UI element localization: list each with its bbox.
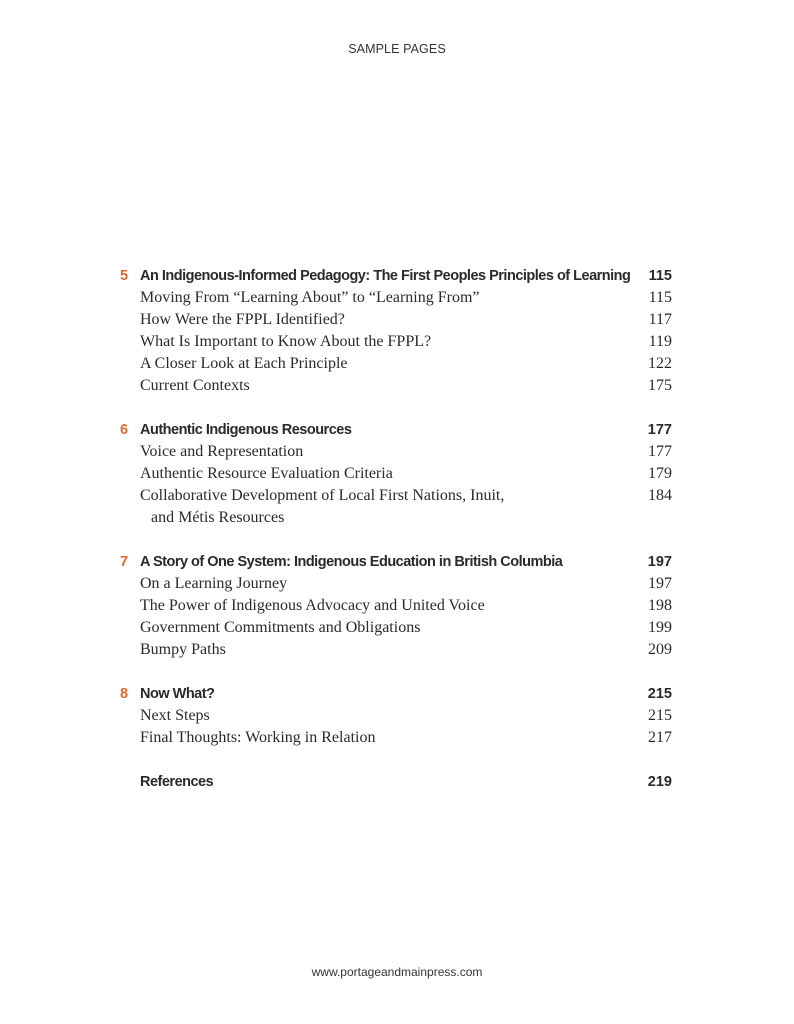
section-row[interactable] <box>120 573 672 595</box>
section-title: The Power of Indigenous Advocacy and United Voice <box>140 597 485 614</box>
chapter-title: Now What? <box>140 686 215 702</box>
section-title: Moving From “Learning About” to “Learning From” <box>140 289 480 306</box>
section-page: 179 <box>648 465 672 482</box>
section-page: 209 <box>648 641 672 658</box>
section-page: 177 <box>648 443 672 460</box>
section-title: On a Learning Journey <box>140 575 288 592</box>
section-row[interactable] <box>120 353 672 375</box>
section-row[interactable] <box>120 463 672 485</box>
section-title-continuation: and Métis Resources <box>151 509 285 526</box>
section-row[interactable] <box>120 727 672 749</box>
chapter-number: 8 <box>120 686 129 702</box>
toc-chapter-6 <box>120 419 672 529</box>
toc-references <box>120 771 672 793</box>
section-page: 122 <box>648 355 672 372</box>
section-page: 117 <box>648 311 672 328</box>
chapter-title: An Indigenous-Informed Pedagogy: The First Peoples Principles of Learning <box>140 268 631 284</box>
section-title: Current Contexts <box>140 377 250 394</box>
section-row[interactable] <box>120 617 672 639</box>
section-page: 115 <box>648 289 672 306</box>
section-row[interactable] <box>120 441 672 463</box>
page-header: SAMPLE PAGES <box>348 42 446 56</box>
section-page: 215 <box>648 707 672 724</box>
section-title: A Closer Look at Each Principle <box>140 355 348 372</box>
section-row[interactable] <box>120 639 672 661</box>
chapter-number: 6 <box>120 422 129 438</box>
chapter-number: 7 <box>120 554 129 570</box>
section-row[interactable] <box>120 287 672 309</box>
section-title: Final Thoughts: Working in Relation <box>140 729 376 746</box>
chapter-title: Authentic Indigenous Resources <box>140 422 352 438</box>
section-page: 199 <box>648 619 672 636</box>
section-title: What Is Important to Know About the FPPL? <box>140 333 432 350</box>
chapter-heading-row[interactable] <box>120 551 672 573</box>
references-row[interactable] <box>120 771 672 793</box>
section-title: How Were the FPPL Identified? <box>140 311 345 328</box>
section-row[interactable] <box>120 375 672 397</box>
page-footer-url: www.portageandmainpress.com <box>311 965 483 979</box>
chapter-heading-row[interactable] <box>120 419 672 441</box>
chapter-title: A Story of One System: Indigenous Education in British Columbia <box>140 554 563 570</box>
section-row[interactable] <box>120 705 672 727</box>
section-page: 197 <box>648 575 672 592</box>
references-title: References <box>140 774 214 790</box>
section-title: Bumpy Paths <box>140 641 226 658</box>
section-row[interactable] <box>120 595 672 617</box>
section-title: Collaborative Development of Local First Nations, Inuit, <box>140 487 505 504</box>
section-title-block <box>140 485 560 529</box>
table-of-contents <box>120 265 672 815</box>
section-page: 184 <box>648 487 672 504</box>
section-title: Voice and Representation <box>140 443 304 460</box>
section-page: 198 <box>648 597 672 614</box>
section-row[interactable] <box>120 485 672 529</box>
toc-chapter-8 <box>120 683 672 749</box>
chapter-page: 197 <box>647 554 672 570</box>
chapter-page: 215 <box>647 686 672 702</box>
section-row[interactable] <box>120 309 672 331</box>
section-title: Government Commitments and Obligations <box>140 619 421 636</box>
section-page: 119 <box>648 333 672 350</box>
toc-chapter-7 <box>120 551 672 661</box>
section-title: Authentic Resource Evaluation Criteria <box>140 465 393 482</box>
chapter-number: 5 <box>120 268 129 284</box>
chapter-heading-row[interactable] <box>120 265 672 287</box>
section-row[interactable] <box>120 331 672 353</box>
chapter-page: 177 <box>647 422 672 438</box>
chapter-page: 115 <box>648 268 672 284</box>
references-page: 219 <box>647 774 672 790</box>
toc-chapter-5 <box>120 265 672 397</box>
section-page: 217 <box>648 729 672 746</box>
section-title: Next Steps <box>140 707 210 724</box>
chapter-heading-row[interactable] <box>120 683 672 705</box>
section-page: 175 <box>648 377 672 394</box>
